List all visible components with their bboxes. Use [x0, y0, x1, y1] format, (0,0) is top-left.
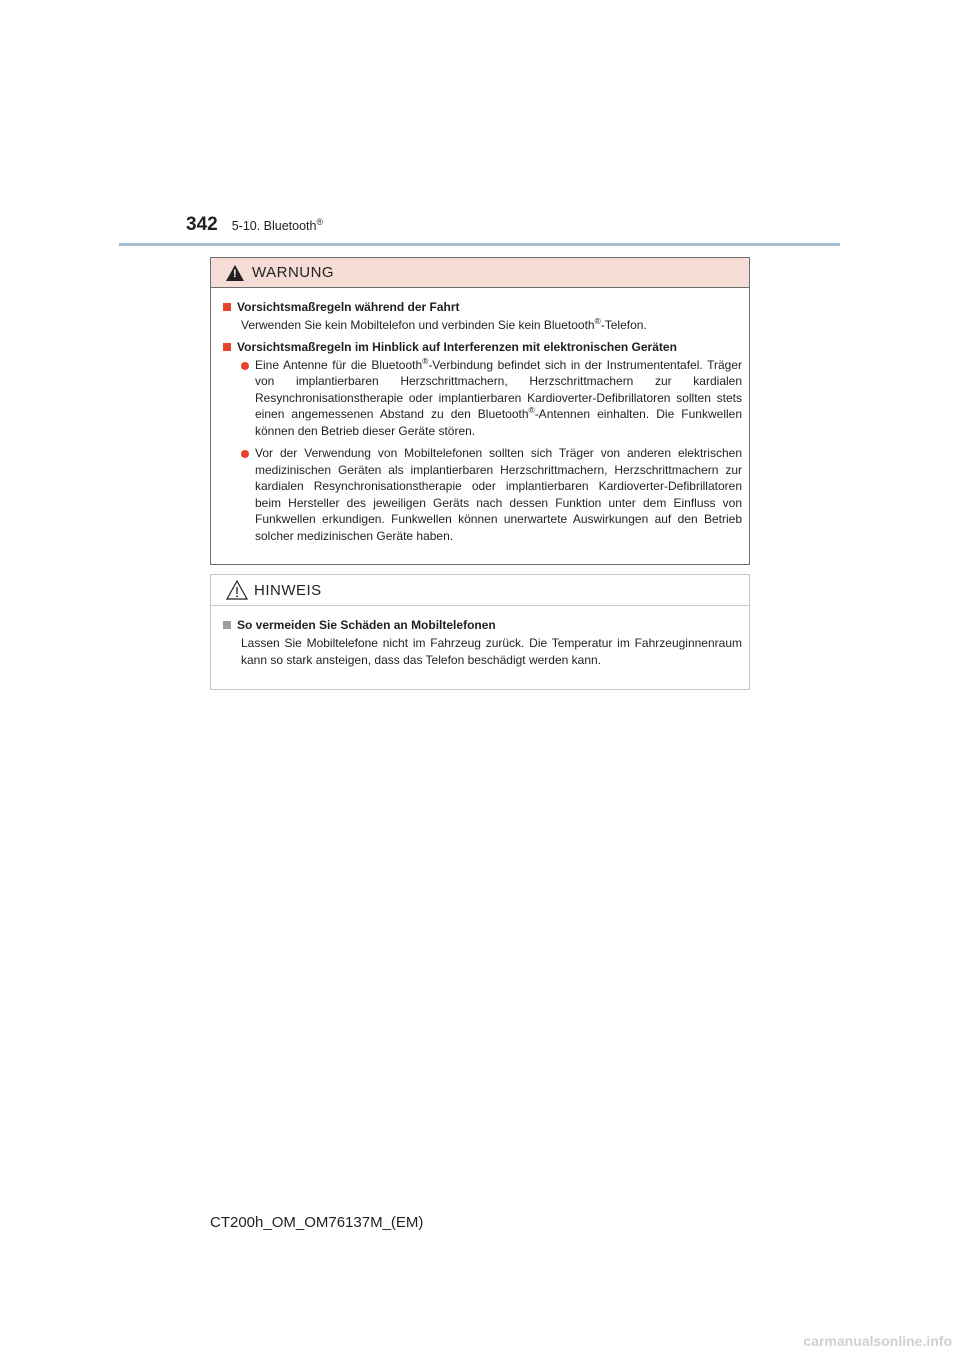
section-title-text: 5-10. Bluetooth — [231, 219, 317, 233]
warning-item-heading — [223, 340, 742, 354]
circle-bullet-icon — [241, 450, 249, 458]
text-segment: Eine Antenne für die Bluetooth — [255, 357, 423, 372]
footer-code: CT200h_OM_OM76137M_(EM) — [210, 1214, 424, 1231]
warning-triangle-icon — [226, 265, 244, 281]
registered-mark: ® — [528, 405, 535, 415]
warning-header — [211, 258, 749, 288]
notice-item-heading — [223, 618, 742, 632]
warning-item-heading-text: Vorsichtsmaßregeln während der Fahrt — [237, 300, 460, 314]
text-segment: -Antennen einhalten. Die Funkwellen können den Betrieb dieser Geräte stören. — [255, 407, 742, 438]
notice-item-text: Lassen Sie Mobiltelefone nicht im Fahrzeug zurück. Die Temperatur im Fahrzeuginnenraum kann so stark ansteigen, dass das Telefon beschädigt werden kann. — [241, 636, 742, 667]
warning-content — [211, 288, 749, 544]
registered-mark: ® — [316, 216, 323, 227]
registered-mark: ® — [422, 355, 429, 366]
section-title — [231, 216, 323, 233]
registered-mark: ® — [594, 316, 601, 326]
circle-bullet-icon — [241, 362, 249, 370]
warning-bullet — [241, 357, 742, 440]
page-header — [186, 214, 323, 242]
square-bullet-icon — [223, 303, 231, 311]
caution-triangle-icon — [226, 580, 248, 600]
text-segment: -Telefon. — [600, 318, 647, 332]
warning-bullet-text — [255, 357, 742, 440]
notice-item-heading-text: So vermeiden Sie Schäden an Mobiltelefonen — [237, 618, 496, 632]
warning-box — [210, 257, 750, 565]
text-segment: Verwenden Sie kein Mobiltelefon und verbinden Sie kein Bluetooth — [241, 318, 595, 332]
page-number: 342 — [186, 214, 218, 235]
header-divider — [119, 243, 840, 246]
notice-box — [210, 574, 750, 690]
warning-title: WARNUNG — [252, 264, 335, 281]
notice-header — [211, 575, 749, 606]
warning-bullet — [241, 445, 742, 544]
square-bullet-icon — [223, 621, 231, 629]
text-segment: -Verbindung befindet sich in der Instrumententafel. Träger von implantierbaren Herzschrittmachern, Herzschrittmachern zur kardialen Resynchronisationstherapie oder implantierbaren Kardioverter-Defibrillatoren sollten stets einen angemessenen Abstand zu den Bluetooth — [255, 357, 743, 421]
notice-content — [211, 606, 749, 668]
watermark: carmanualsonline.info — [803, 1333, 952, 1349]
square-bullet-icon — [223, 343, 231, 351]
notice-title: HINWEIS — [254, 581, 322, 599]
warning-item-heading — [223, 300, 742, 314]
warning-bullet-text: Vor der Verwendung von Mobiltelefonen sollten sich Träger von anderen elektrischen medizinischen Geräten als implantierbaren Herzschrittmachern, Herzschrittmachern zur kardialen Resynchronisationstherapie oder implantierbaren Kardioverter-Defibrillatoren beim Hersteller des jeweiligen Geräts nach dessen Funktion unter dem Einfluss von Funkwellen erkundigen. Funkwellen können unerwartete Auswirkungen auf den Betrieb solcher medizinischen Geräte haben. — [255, 446, 742, 543]
warning-item-text — [241, 317, 742, 334]
warning-item-heading-text: Vorsichtsmaßregeln im Hinblick auf Interferenzen mit elektronischen Geräten — [237, 339, 677, 354]
